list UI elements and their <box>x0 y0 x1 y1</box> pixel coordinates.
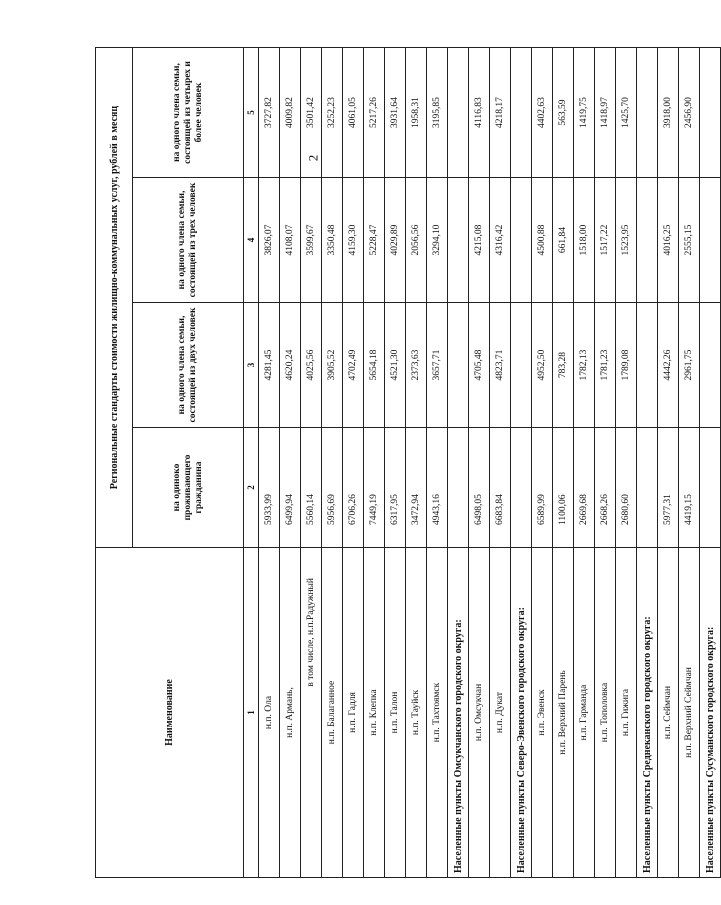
value-cell: 3905,52 <box>322 303 343 428</box>
settlement-name: н.п. Тауйск <box>406 548 427 878</box>
value-cell: 3727,82 <box>259 47 280 177</box>
empty-cell <box>700 428 721 548</box>
value-cell: 4218,17 <box>490 47 511 177</box>
value-cell: 2555,15 <box>679 178 700 303</box>
table-row <box>595 47 616 877</box>
column-index-2: 2 <box>244 428 259 548</box>
value-cell: 4500,88 <box>532 178 553 303</box>
settlement-name: н.п. Балаганное <box>322 548 343 878</box>
empty-cell <box>700 303 721 428</box>
value-cell: 6706,26 <box>343 428 364 548</box>
value-cell: 1958,31 <box>406 47 427 177</box>
empty-cell <box>637 303 658 428</box>
value-cell: 4025,56 <box>301 303 322 428</box>
settlement-name: н.п. Тахтоямск <box>427 548 448 878</box>
value-cell: 5228,47 <box>364 178 385 303</box>
value-cell: 3252,23 <box>322 47 343 177</box>
table-row <box>322 47 343 877</box>
group-title: Населенные пункты Среднеканского городского округа: <box>637 548 658 878</box>
value-cell: 7449,19 <box>364 428 385 548</box>
value-cell: 2680,60 <box>616 428 637 548</box>
group-title: Населенные пункты Сусуманского городского округа: <box>700 548 721 878</box>
empty-cell <box>448 178 469 303</box>
value-cell: 3599,67 <box>301 178 322 303</box>
column-index-4: 4 <box>244 178 259 303</box>
empty-cell <box>637 47 658 177</box>
value-cell: 3826,07 <box>259 178 280 303</box>
settlement-name: н.п. Верхний Сеймчан <box>679 548 700 878</box>
empty-cell <box>448 303 469 428</box>
settlement-name: н.п. Талон <box>385 548 406 878</box>
value-cell: 4159,30 <box>343 178 364 303</box>
empty-cell <box>700 47 721 177</box>
value-cell: 4116,83 <box>469 47 490 177</box>
empty-cell <box>511 178 532 303</box>
value-cell: 1100,06 <box>553 428 574 548</box>
settlement-name: н.п. Верхний Парень <box>553 548 574 878</box>
value-cell: 4108,07 <box>280 178 301 303</box>
settlement-name: н.п. Дукат <box>490 548 511 878</box>
value-cell: 5560,14 <box>301 428 322 548</box>
value-cell: 1782,13 <box>574 303 595 428</box>
settlement-name: н.п. Сеймчан <box>658 548 679 878</box>
value-cell: 5217,26 <box>364 47 385 177</box>
table-row <box>490 47 511 877</box>
value-cell: 4419,15 <box>679 428 700 548</box>
value-cell: 4061,05 <box>343 47 364 177</box>
value-cell: 5956,69 <box>322 428 343 548</box>
value-cell: 6683,84 <box>490 428 511 548</box>
housing-standards-table <box>95 47 721 878</box>
value-cell: 1518,00 <box>574 178 595 303</box>
column-index-1: 1 <box>244 548 259 878</box>
value-cell: 3657,71 <box>427 303 448 428</box>
value-cell: 1425,70 <box>616 47 637 177</box>
table-row <box>364 47 385 877</box>
value-cell: 1419,75 <box>574 47 595 177</box>
empty-cell <box>511 47 532 177</box>
value-cell: 4823,71 <box>490 303 511 428</box>
value-cell: 3931,64 <box>385 47 406 177</box>
value-cell: 2669,68 <box>574 428 595 548</box>
table-row <box>679 47 700 877</box>
settlement-name: н.п. Тополовка <box>595 548 616 878</box>
value-cell: 4521,30 <box>385 303 406 428</box>
group-row <box>511 47 532 877</box>
header-single-resident: на одиноко проживающего гражданина <box>133 428 244 548</box>
group-title: Населенные пункты Северо-Эвенского городского округа: <box>511 548 532 878</box>
value-cell: 5933,99 <box>259 428 280 548</box>
value-cell: 1781,23 <box>595 303 616 428</box>
value-cell: 3918,00 <box>658 47 679 177</box>
value-cell: 1789,08 <box>616 303 637 428</box>
value-cell: 1523,95 <box>616 178 637 303</box>
value-cell: 4009,82 <box>280 47 301 177</box>
settlement-name: н.п. Клепка <box>364 548 385 878</box>
header-group-title: Региональные стандарты стоимости жилищно-коммунальных услуг, рублей в месяц <box>96 47 133 547</box>
settlement-name: н.п. Омсукчан <box>469 548 490 878</box>
column-index-3: 3 <box>244 303 259 428</box>
value-cell: 1517,22 <box>595 178 616 303</box>
table-row <box>280 47 301 877</box>
table-body <box>259 47 721 877</box>
header-name-column: Наименование <box>96 548 244 878</box>
settlement-name: н.п. Армань, <box>280 548 301 878</box>
value-cell: 4442,26 <box>658 303 679 428</box>
value-cell: 2668,26 <box>595 428 616 548</box>
empty-cell <box>511 303 532 428</box>
empty-cell <box>637 178 658 303</box>
value-cell: 2056,56 <box>406 178 427 303</box>
page-number: 2 <box>305 154 321 162</box>
settlement-name: н.п. Гарманда <box>574 548 595 878</box>
value-cell: 1418,97 <box>595 47 616 177</box>
group-title: Населенные пункты Омсукчанского городского округа: <box>448 548 469 878</box>
value-cell: 5654,18 <box>364 303 385 428</box>
table-row <box>574 47 595 877</box>
value-cell: 4705,48 <box>469 303 490 428</box>
header-family-of-two: на одного члена семьи, состоящей из двух человек <box>133 303 244 428</box>
value-cell: 5977,31 <box>658 428 679 548</box>
header-family-of-three: на одного члена семьи, состоящей из трех человек <box>133 178 244 303</box>
group-row <box>700 47 721 877</box>
group-row <box>637 47 658 877</box>
table-row <box>616 47 637 877</box>
column-index-5: 5 <box>244 47 259 177</box>
table-row <box>553 47 574 877</box>
value-cell: 4943,16 <box>427 428 448 548</box>
value-cell: 6499,94 <box>280 428 301 548</box>
value-cell: 4402,63 <box>532 47 553 177</box>
settlement-name: в том числе, н.п.Радужный <box>301 548 322 878</box>
value-cell: 2373,63 <box>406 303 427 428</box>
value-cell: 4029,89 <box>385 178 406 303</box>
empty-cell <box>637 428 658 548</box>
settlement-name: н.п. Гадля <box>343 548 364 878</box>
value-cell: 4316,42 <box>490 178 511 303</box>
value-cell: 4952,50 <box>532 303 553 428</box>
table-row <box>385 47 406 877</box>
empty-cell <box>448 47 469 177</box>
value-cell: 3501,42 <box>301 47 322 177</box>
empty-cell <box>511 428 532 548</box>
value-cell: 4281,45 <box>259 303 280 428</box>
table-row <box>259 47 280 877</box>
value-cell: 563,59 <box>553 47 574 177</box>
value-cell: 661,84 <box>553 178 574 303</box>
table-row <box>406 47 427 877</box>
value-cell: 2456,90 <box>679 47 700 177</box>
table-row <box>658 47 679 877</box>
settlement-name: н.п. Ола <box>259 548 280 878</box>
empty-cell <box>448 428 469 548</box>
group-row <box>448 47 469 877</box>
rotated-table-container <box>95 48 716 878</box>
table-row <box>469 47 490 877</box>
value-cell: 3195,85 <box>427 47 448 177</box>
value-cell: 4702,49 <box>343 303 364 428</box>
table-row <box>301 47 322 877</box>
table-row <box>532 47 553 877</box>
header-family-of-four-plus: на одного члена семьи, состоящей из четырех и более человек <box>133 47 244 177</box>
value-cell: 6589,99 <box>532 428 553 548</box>
value-cell: 3350,48 <box>322 178 343 303</box>
value-cell: 4016,25 <box>658 178 679 303</box>
value-cell: 4620,24 <box>280 303 301 428</box>
value-cell: 4215,08 <box>469 178 490 303</box>
empty-cell <box>700 178 721 303</box>
value-cell: 3294,10 <box>427 178 448 303</box>
table-row <box>427 47 448 877</box>
value-cell: 783,28 <box>553 303 574 428</box>
settlement-name: н.п. Гижига <box>616 548 637 878</box>
value-cell: 3472,94 <box>406 428 427 548</box>
value-cell: 6498,05 <box>469 428 490 548</box>
table-row <box>343 47 364 877</box>
value-cell: 6317,95 <box>385 428 406 548</box>
value-cell: 2961,75 <box>679 303 700 428</box>
settlement-name: н.п. Эвенск <box>532 548 553 878</box>
